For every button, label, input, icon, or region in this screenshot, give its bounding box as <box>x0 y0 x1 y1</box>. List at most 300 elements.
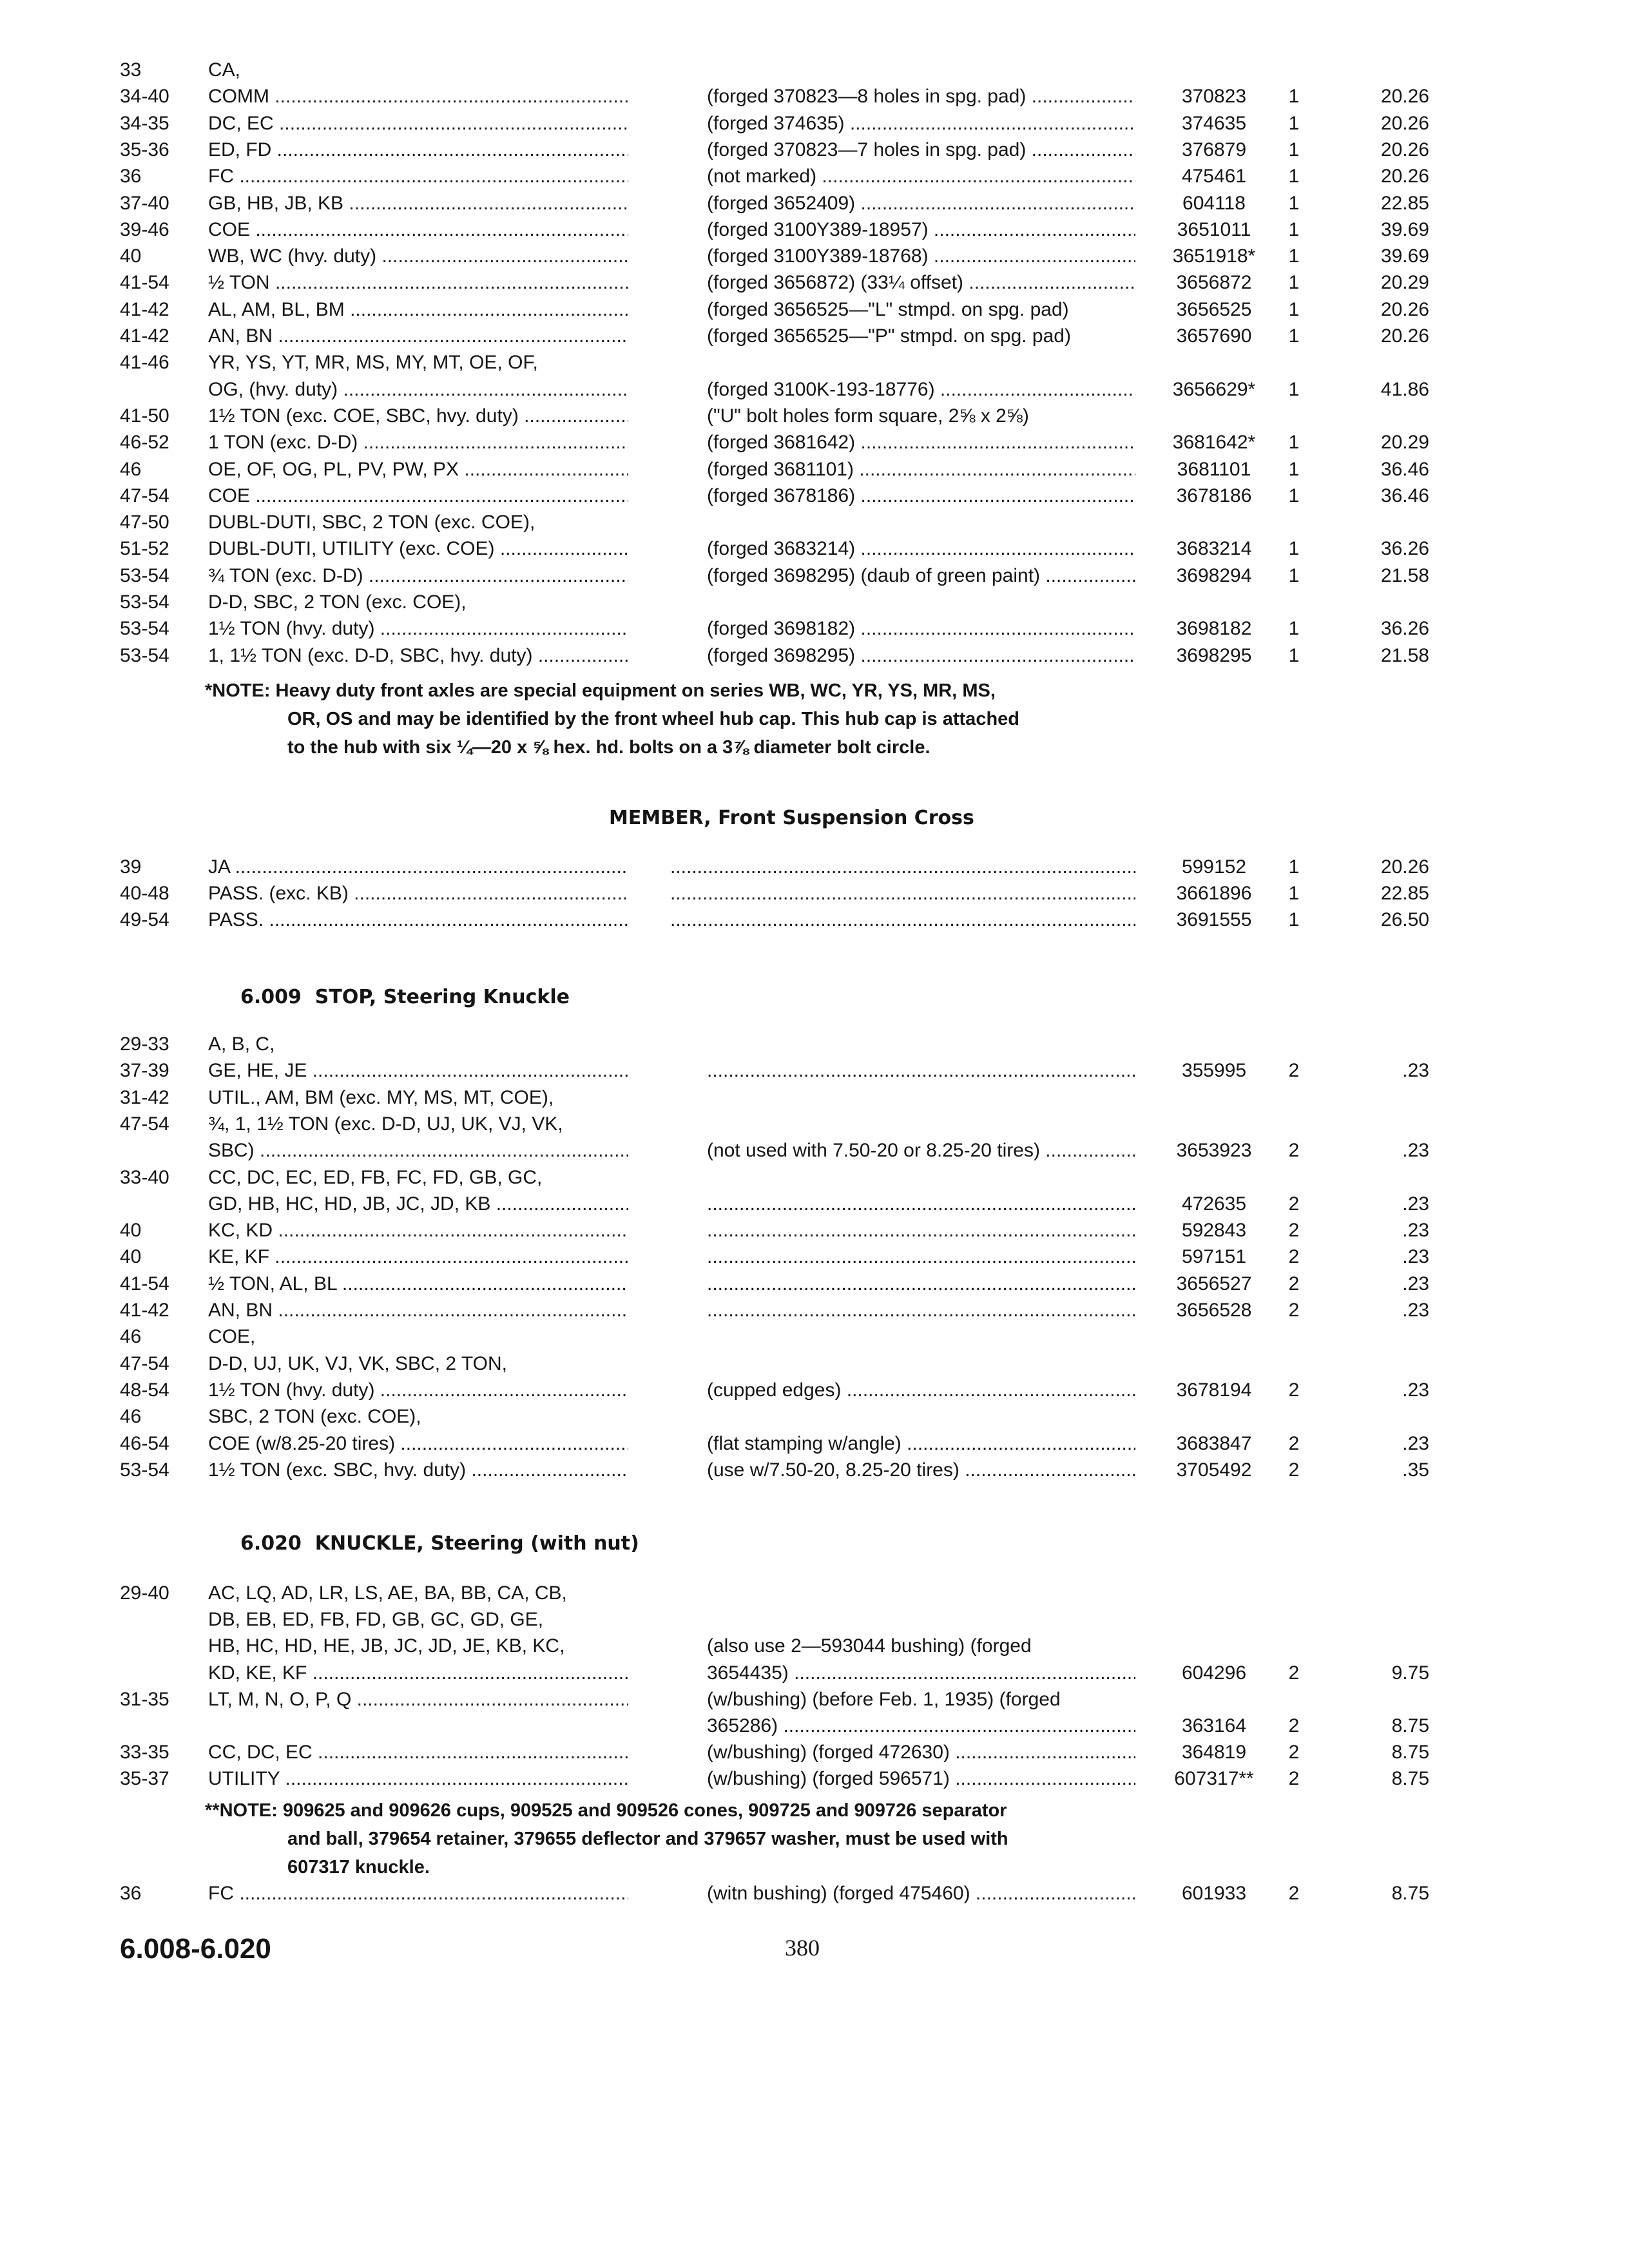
quantity: 2 <box>1288 1715 1300 1736</box>
parts-row <box>0 1660 1629 1687</box>
part-number: 376879 <box>1181 139 1247 160</box>
parts-row <box>0 1350 1629 1378</box>
part-number: 3681642* <box>1172 432 1256 454</box>
stop-heading-rest: Steering Knuckle <box>376 986 570 1008</box>
year-range: 46-54 <box>120 1432 169 1454</box>
year-range: 41-50 <box>120 405 169 427</box>
remarks: (forged 3678186) ..... <box>707 483 1135 510</box>
year-range: 33-35 <box>120 1742 169 1763</box>
stop-heading-bold: STOP, <box>314 986 377 1008</box>
quantity: 1 <box>1288 883 1300 904</box>
model-list: 1½ TON (exc. COE, SBC, hvy. duty) ..... <box>208 403 628 430</box>
part-number: 3678186 <box>1176 485 1252 506</box>
parts-row <box>0 216 1629 244</box>
quantity: 1 <box>1288 245 1300 267</box>
model-list: AN, BN ..... <box>208 1297 628 1324</box>
price: .23 <box>1402 1220 1429 1242</box>
part-number: 607317** <box>1174 1768 1254 1790</box>
knuckle-heading-bold: KNUCKLE, <box>314 1532 424 1555</box>
price: 9.75 <box>1391 1662 1429 1684</box>
parts-row <box>0 1137 1629 1164</box>
quantity: 2 <box>1288 1300 1300 1321</box>
part-number: 475461 <box>1181 166 1247 187</box>
part-number: 592843 <box>1181 1220 1247 1242</box>
parts-row <box>0 509 1629 536</box>
year-range: 40 <box>120 1246 142 1268</box>
parts-row <box>0 1403 1629 1430</box>
model-list: 1, 1½ TON (exc. D-D, SBC, hvy. duty) ..... <box>208 642 628 669</box>
price: .23 <box>1402 1193 1429 1215</box>
price: .23 <box>1402 1432 1429 1454</box>
price: .23 <box>1402 1246 1429 1268</box>
price: 8.75 <box>1391 1715 1429 1736</box>
price: 21.58 <box>1380 644 1429 666</box>
year-range: 37-40 <box>120 192 169 214</box>
remarks <box>670 907 1135 934</box>
remarks: (w/bushing) (forged 472630) ..... <box>707 1739 1135 1766</box>
knuckle-note-first-line: **NOTE: 909625 and 909626 cups, 909525 and 909526 cones, 909725 and 909726 separator <box>205 1800 1007 1821</box>
price: 20.29 <box>1380 432 1429 454</box>
price: 20.26 <box>1380 298 1429 320</box>
quantity: 1 <box>1288 564 1300 586</box>
parts-row <box>0 1580 1629 1607</box>
parts-row <box>0 562 1629 590</box>
model-list: AN, BN ..... <box>208 323 628 350</box>
price: 26.50 <box>1380 909 1429 930</box>
quantity: 1 <box>1288 218 1300 240</box>
remarks: (forged 3652409) ..... <box>707 190 1135 217</box>
parts-row <box>0 376 1629 403</box>
price: 20.26 <box>1380 112 1429 134</box>
parts-row <box>0 163 1629 190</box>
quantity: 2 <box>1288 1662 1300 1684</box>
knuckle-section-heading <box>240 1532 639 1555</box>
quantity: 2 <box>1288 1379 1300 1401</box>
model-list: 1½ TON (hvy. duty) ..... <box>208 1377 628 1404</box>
remarks <box>707 1191 1135 1218</box>
parts-row <box>0 1084 1629 1111</box>
quantity: 1 <box>1288 192 1300 214</box>
year-range: 35-36 <box>120 139 169 160</box>
model-list: GD, HB, HC, HD, JB, JC, JD, KB ..... <box>208 1191 628 1218</box>
year-range: 46 <box>120 458 142 480</box>
year-range: 53-54 <box>120 591 169 613</box>
year-range: 40 <box>120 245 142 267</box>
quantity: 2 <box>1288 1246 1300 1268</box>
parts-row <box>0 1217 1629 1244</box>
price: 22.85 <box>1380 883 1429 904</box>
year-range: 53-54 <box>120 1459 169 1481</box>
price: 36.26 <box>1380 618 1429 640</box>
model-list: KD, KE, KF ..... <box>208 1660 628 1687</box>
model-list: ED, FD ..... <box>208 137 628 164</box>
remarks <box>707 1297 1135 1324</box>
remarks <box>707 1244 1135 1271</box>
price: .23 <box>1402 1273 1429 1294</box>
remarks: (forged 3681101) ..... <box>707 456 1135 483</box>
remarks: (w/bushing) (forged 596571) ..... <box>707 1765 1135 1792</box>
quantity: 1 <box>1288 112 1300 134</box>
year-range: 35-37 <box>120 1768 169 1790</box>
page-number: 380 <box>785 1935 820 1961</box>
model-list: A, B, C, <box>208 1033 275 1055</box>
price: .23 <box>1402 1140 1429 1162</box>
quantity: 2 <box>1288 1140 1300 1162</box>
quantity: 1 <box>1288 856 1300 878</box>
model-list: DUBL-DUTI, SBC, 2 TON (exc. COE), <box>208 512 535 533</box>
parts-row <box>0 483 1629 510</box>
model-list: DUBL-DUTI, UTILITY (exc. COE) ..... <box>208 535 628 562</box>
model-list: AC, LQ, AD, LR, LS, AE, BA, BB, CA, CB, <box>208 1582 567 1604</box>
price: 36.26 <box>1380 538 1429 560</box>
part-number: 3698182 <box>1176 618 1252 640</box>
parts-row <box>0 1457 1629 1484</box>
parts-row <box>0 1057 1629 1084</box>
parts-row <box>0 1271 1629 1298</box>
year-range: 31-35 <box>120 1688 169 1710</box>
model-list: COE (w/8.25-20 tires) ..... <box>208 1430 628 1457</box>
part-number: 364819 <box>1181 1742 1247 1763</box>
parts-row <box>0 83 1629 110</box>
model-list: DB, EB, ED, FB, FD, GB, GC, GD, GE, <box>208 1609 544 1631</box>
model-list: COMM ..... <box>208 83 628 110</box>
price: 8.75 <box>1391 1768 1429 1790</box>
remarks: (not used with 7.50-20 or 8.25-20 tires) ..... <box>707 1137 1135 1164</box>
part-number: 3683847 <box>1176 1432 1252 1454</box>
quantity: 1 <box>1288 86 1300 108</box>
model-list: COE, <box>208 1326 256 1348</box>
price: 20.29 <box>1380 272 1429 294</box>
remarks: (forged 3656525—"L" stmpd. on spg. pad) <box>707 298 1069 320</box>
heavy-duty-note <box>205 677 1019 762</box>
year-range: 47-54 <box>120 485 169 506</box>
knuckle-heading-rest: Steering (with nut) <box>423 1532 639 1555</box>
parts-row <box>0 535 1629 562</box>
model-list: UTIL., AM, BM (exc. MY, MS, MT, COE), <box>208 1086 554 1108</box>
price: 21.58 <box>1380 564 1429 586</box>
model-list: DC, EC ..... <box>208 110 628 137</box>
part-number: 3656527 <box>1176 1273 1252 1294</box>
price: 8.75 <box>1391 1883 1429 1904</box>
model-list: D-D, SBC, 2 TON (exc. COE), <box>208 591 467 613</box>
remarks: (forged 370823—8 holes in spg. pad) ..... <box>707 83 1135 110</box>
model-list: PASS. ..... <box>208 907 628 934</box>
part-number: 3656872 <box>1176 272 1252 294</box>
parts-row <box>0 1430 1629 1457</box>
note-line-3: to the hub with six ¼—20 x ⅝ hex. hd. bolts on a 3⅞ diameter bolt circle. <box>287 737 930 758</box>
remarks <box>670 854 1135 881</box>
knuckle-note-line-3: 607317 knuckle. <box>287 1857 430 1878</box>
part-number: 3678194 <box>1176 1379 1252 1401</box>
remarks: 365286) ..... <box>707 1713 1135 1740</box>
quantity: 2 <box>1288 1432 1300 1454</box>
section-range-footer: 6.008-6.020 <box>120 1933 271 1965</box>
remarks: (forged 3698182) ..... <box>707 615 1135 642</box>
remarks: (forged 3681642) ..... <box>707 429 1135 456</box>
price: 20.26 <box>1380 325 1429 347</box>
year-range: 29-40 <box>120 1582 169 1604</box>
year-range: 40-48 <box>120 883 169 904</box>
parts-row <box>0 1244 1629 1271</box>
stop-section-number: 6.009 <box>240 986 302 1008</box>
model-list: OG, (hvy. duty) ..... <box>208 376 628 403</box>
parts-row <box>0 296 1629 323</box>
model-list: LT, M, N, O, P, Q ..... <box>208 1686 628 1713</box>
year-range: 34-40 <box>120 86 169 108</box>
knuckle-last-row <box>0 1880 1629 1907</box>
remarks: (also use 2—593044 bushing) (forged <box>707 1635 1032 1657</box>
remarks: (forged 370823—7 holes in spg. pad) ..... <box>707 137 1135 164</box>
member-section-heading <box>609 807 974 829</box>
part-number: 3653923 <box>1176 1140 1252 1162</box>
part-number: 3705492 <box>1176 1459 1252 1481</box>
part-number: 3698295 <box>1176 644 1252 666</box>
year-range: 39-46 <box>120 218 169 240</box>
model-list: AL, AM, BL, BM ..... <box>208 296 628 323</box>
part-number: 597151 <box>1181 1246 1247 1268</box>
quantity: 1 <box>1288 538 1300 560</box>
parts-row <box>0 642 1629 669</box>
remarks: (cupped edges) ..... <box>707 1377 1135 1404</box>
year-range: 53-54 <box>120 644 169 666</box>
knuckle-section-number: 6.020 <box>240 1532 302 1555</box>
year-range: 41-46 <box>120 352 169 374</box>
year-range: 41-42 <box>120 1300 169 1321</box>
model-list: HB, HC, HD, HE, JB, JC, JD, JE, KB, KC, <box>208 1635 565 1657</box>
year-range: 47-50 <box>120 512 169 533</box>
quantity: 1 <box>1288 378 1300 400</box>
year-range: 37-39 <box>120 1060 169 1082</box>
model-list: PASS. (exc. KB) ..... <box>208 880 628 907</box>
remarks: (witn bushing) (forged 475460) ..... <box>707 1880 1135 1907</box>
parts-row <box>0 1164 1629 1191</box>
price: 36.46 <box>1380 485 1429 506</box>
part-number: 3656528 <box>1176 1300 1252 1321</box>
year-range: 47-54 <box>120 1352 169 1374</box>
price: 39.69 <box>1380 245 1429 267</box>
parts-row <box>0 456 1629 483</box>
year-range: 41-54 <box>120 1273 169 1294</box>
remarks <box>707 1217 1135 1244</box>
remarks: (forged 3683214) ..... <box>707 535 1135 562</box>
price: 22.85 <box>1380 192 1429 214</box>
parts-row <box>0 1739 1629 1766</box>
knuckle-note-line-2: and ball, 379654 retainer, 379655 deflector and 379657 washer, must be used with <box>287 1829 1008 1849</box>
part-number: 3656629* <box>1172 378 1256 400</box>
price: 8.75 <box>1391 1742 1429 1763</box>
part-number: 3657690 <box>1176 325 1252 347</box>
quantity: 1 <box>1288 325 1300 347</box>
year-range: 48-54 <box>120 1379 169 1401</box>
quantity: 1 <box>1288 139 1300 160</box>
price: .23 <box>1402 1300 1429 1321</box>
remarks: (forged 3656525—"P" stmpd. on spg. pad) <box>707 325 1071 347</box>
model-list: 1½ TON (hvy. duty) ..... <box>208 615 628 642</box>
part-number: 604296 <box>1181 1662 1247 1684</box>
model-list: FC ..... <box>208 163 628 190</box>
quantity: 2 <box>1288 1060 1300 1082</box>
parts-row <box>0 1765 1629 1792</box>
price: 41.86 <box>1380 378 1429 400</box>
model-list: ½ TON ..... <box>208 269 628 296</box>
model-list: KC, KD ..... <box>208 1217 628 1244</box>
year-range: 33 <box>120 59 142 81</box>
part-number: 3651011 <box>1177 218 1251 240</box>
remarks: (forged 374635) ..... <box>707 110 1135 137</box>
remarks: (forged 3100K-193-18776) ..... <box>707 376 1135 403</box>
year-range: 49-54 <box>120 909 169 930</box>
model-list: ¾, 1, 1½ TON (exc. D-D, UJ, UK, VJ, VK, <box>208 1113 563 1135</box>
price: 36.46 <box>1380 458 1429 480</box>
remarks <box>707 1271 1135 1298</box>
parts-row <box>0 880 1629 907</box>
parts-row <box>0 1323 1629 1350</box>
quantity: 2 <box>1288 1768 1300 1790</box>
remarks: (forged 3698295) ..... <box>707 642 1135 669</box>
parts-row <box>0 57 1629 84</box>
year-range: 46 <box>120 1326 142 1348</box>
price: 20.26 <box>1380 166 1429 187</box>
part-number: 604118 <box>1182 192 1246 214</box>
parts-row <box>0 269 1629 296</box>
quantity: 1 <box>1288 432 1300 454</box>
part-number: 363164 <box>1181 1715 1247 1736</box>
parts-row <box>0 907 1629 934</box>
year-range: 39 <box>120 856 142 878</box>
part-number: 374635 <box>1181 112 1247 134</box>
price: 39.69 <box>1380 218 1429 240</box>
parts-row <box>0 1111 1629 1138</box>
parts-row <box>0 1633 1629 1660</box>
year-range: 53-54 <box>120 564 169 586</box>
part-number: 3683214 <box>1176 538 1252 560</box>
part-number: 3661896 <box>1176 883 1252 904</box>
part-number: 3698294 <box>1176 564 1252 586</box>
quantity: 1 <box>1288 272 1300 294</box>
price: 20.26 <box>1380 86 1429 108</box>
year-range: 41-54 <box>120 272 169 294</box>
year-range: 36 <box>120 166 142 187</box>
member-heading-bold: MEMBER, <box>609 807 711 829</box>
year-range: 40 <box>120 1220 142 1242</box>
parts-row <box>0 349 1629 376</box>
part-number: 601933 <box>1181 1883 1247 1904</box>
quantity: 2 <box>1288 1742 1300 1763</box>
quantity: 2 <box>1288 1883 1300 1904</box>
parts-row <box>0 615 1629 642</box>
model-list: CC, DC, EC, ED, FB, FC, FD, GB, GC, <box>208 1166 543 1188</box>
quantity: 1 <box>1288 909 1300 930</box>
remarks: ("U" bolt holes form square, 2⅝ x 2⅝) <box>707 405 1029 427</box>
model-list: CA, <box>208 59 241 81</box>
quantity: 1 <box>1288 485 1300 506</box>
year-range: 41-42 <box>120 298 169 320</box>
part-number: 599152 <box>1181 856 1247 878</box>
parts-row <box>0 323 1629 350</box>
remarks: (forged 3656872) (33¼ offset) ..... <box>707 269 1135 296</box>
part-number: 355995 <box>1181 1060 1247 1082</box>
parts-row <box>0 243 1629 270</box>
part-number: 472635 <box>1181 1193 1247 1215</box>
note-first-line: *NOTE: Heavy duty front axles are special equipment on series WB, WC, YR, YS, MR, MS, <box>205 680 996 701</box>
model-list: JA ..... <box>208 854 628 881</box>
parts-row <box>0 1191 1629 1218</box>
model-list: COE ..... <box>208 483 628 510</box>
knuckle-note <box>205 1796 1008 1881</box>
quantity: 2 <box>1288 1220 1300 1242</box>
part-number: 3681101 <box>1177 458 1251 480</box>
model-list: D-D, UJ, UK, VJ, VK, SBC, 2 TON, <box>208 1352 507 1374</box>
model-list: SBC, 2 TON (exc. COE), <box>208 1406 421 1428</box>
part-number: 370823 <box>1181 86 1247 108</box>
model-list: GE, HE, JE ..... <box>208 1057 628 1084</box>
remarks: 3654435) ..... <box>707 1660 1135 1687</box>
remarks <box>707 1057 1135 1084</box>
parts-row <box>0 1606 1629 1633</box>
note-line-2: OR, OS and may be identified by the front wheel hub cap. This hub cap is attached <box>287 709 1019 729</box>
remarks: (forged 3100Y389-18957) ..... <box>707 216 1135 244</box>
model-list: FC ..... <box>208 1880 628 1907</box>
year-range: 36 <box>120 1883 142 1904</box>
model-list: 1 TON (exc. D-D) ..... <box>208 429 628 456</box>
quantity: 1 <box>1288 298 1300 320</box>
parts-row <box>0 137 1629 164</box>
remarks: (w/bushing) (before Feb. 1, 1935) (forged <box>707 1688 1061 1710</box>
remarks <box>670 880 1135 907</box>
member-heading-rest: Front Suspension Cross <box>711 807 974 829</box>
quantity: 1 <box>1288 166 1300 187</box>
year-range: 51-52 <box>120 538 169 560</box>
parts-row <box>0 190 1629 217</box>
price: .23 <box>1402 1060 1429 1082</box>
model-list: WB, WC (hvy. duty) ..... <box>208 243 628 270</box>
price: 20.26 <box>1380 856 1429 878</box>
quantity: 1 <box>1288 618 1300 640</box>
year-range: 34-35 <box>120 112 169 134</box>
parts-row <box>0 1031 1629 1058</box>
model-list: ¾ TON (exc. D-D) ..... <box>208 562 628 590</box>
year-range: 46 <box>120 1406 142 1428</box>
quantity: 2 <box>1288 1273 1300 1294</box>
parts-row <box>0 1713 1629 1740</box>
year-range: 31-42 <box>120 1086 169 1108</box>
model-list: KE, KF ..... <box>208 1244 628 1271</box>
remarks: (forged 3100Y389-18768) ..... <box>707 243 1135 270</box>
model-list: OE, OF, OG, PL, PV, PW, PX ..... <box>208 456 628 483</box>
price: .35 <box>1402 1459 1429 1481</box>
part-number: 3656525 <box>1176 298 1252 320</box>
parts-row <box>0 429 1629 456</box>
year-range: 53-54 <box>120 618 169 640</box>
parts-row <box>0 1686 1629 1713</box>
stop-section-heading <box>240 986 570 1008</box>
model-list: UTILITY ..... <box>208 1765 628 1792</box>
model-list: YR, YS, YT, MR, MS, MY, MT, OE, OF, <box>208 352 538 374</box>
parts-row <box>0 1297 1629 1324</box>
model-list: 1½ TON (exc. SBC, hvy. duty) ..... <box>208 1457 628 1484</box>
quantity: 1 <box>1288 644 1300 666</box>
model-list: ½ TON, AL, BL ..... <box>208 1271 628 1298</box>
model-list: GB, HB, JB, KB ..... <box>208 190 628 217</box>
remarks: (not marked) ..... <box>707 163 1135 190</box>
year-range: 33-40 <box>120 1166 169 1188</box>
model-list: COE ..... <box>208 216 628 244</box>
parts-row <box>0 1377 1629 1404</box>
price: .23 <box>1402 1379 1429 1401</box>
year-range: 41-42 <box>120 325 169 347</box>
quantity: 2 <box>1288 1193 1300 1215</box>
parts-row <box>0 403 1629 430</box>
